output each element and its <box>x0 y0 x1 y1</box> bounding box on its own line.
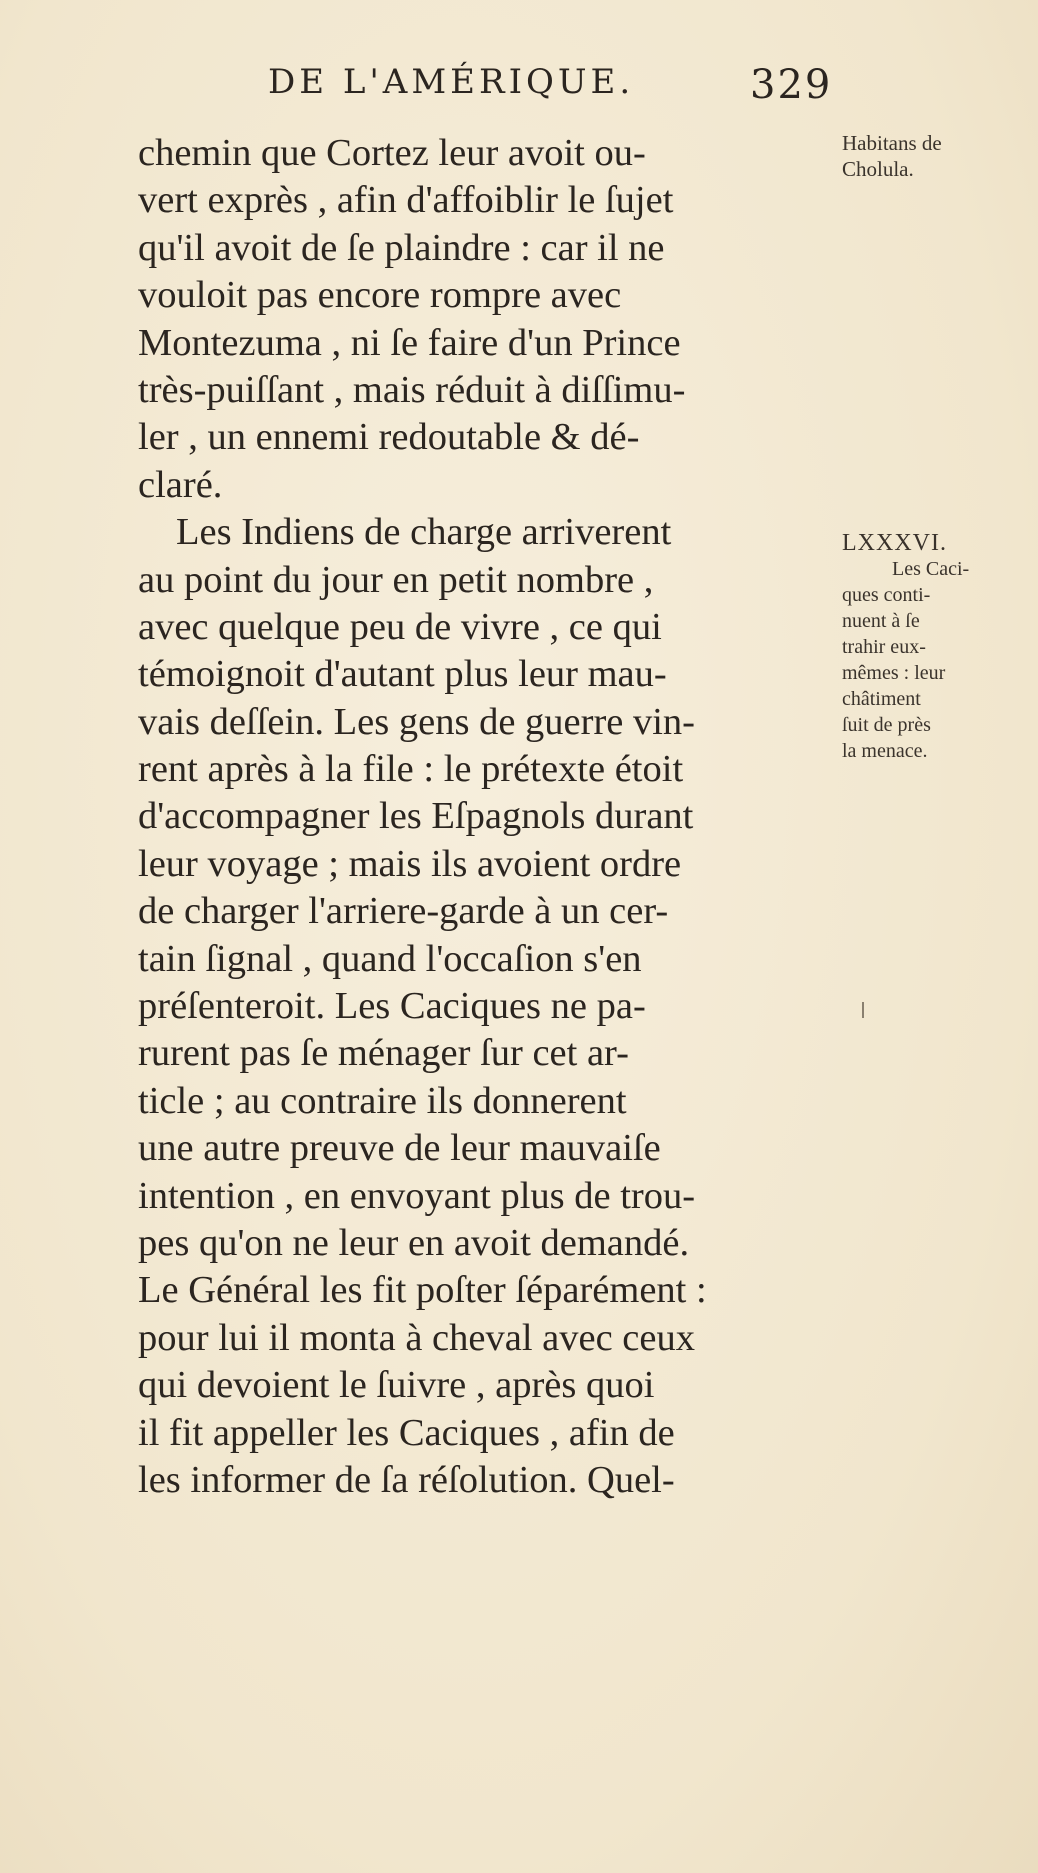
margin-note-line: Habitans de <box>842 131 942 155</box>
text-line: de charger l'arriere-garde à un cer- <box>138 890 669 933</box>
text-line: vouloit pas encore rompre avec <box>138 274 622 317</box>
margin-note-cholula <box>842 130 1012 182</box>
text-line: avec quelque peu de vivre , ce qui <box>138 605 662 648</box>
text-line: au point du jour en petit nombre , <box>138 558 654 601</box>
text-line: tain ſignal , quand l'occaſion s'en <box>138 937 642 980</box>
margin-note-line: châtiment <box>842 688 921 710</box>
text-line: pour lui il monta à cheval avec ceux <box>138 1316 695 1359</box>
running-header <box>268 62 833 118</box>
text-line: vert exprès , afin d'affoiblir le ſujet <box>138 179 674 222</box>
page-number: 329 <box>750 62 833 108</box>
text-line: une autre preuve de leur mauvaiſe <box>138 1127 661 1170</box>
margin-note-lxxxvi <box>842 530 1012 764</box>
margin-note-line: la menace. <box>842 740 928 762</box>
ink-mark <box>862 1002 864 1018</box>
body-text <box>138 130 838 1504</box>
text-line: rent après à la file : le prétexte étoit <box>138 748 684 791</box>
text-line: il fit appeller les Caciques , afin de <box>138 1411 675 1454</box>
margin-note-line: trahir eux- <box>842 636 926 658</box>
margin-note-line: ques conti- <box>842 584 931 606</box>
text-line: les informer de ſa réſolution. Quel- <box>138 1458 675 1501</box>
text-line: claré. <box>138 463 223 506</box>
text-line: vais deſſein. Les gens de guerre vin- <box>138 700 695 743</box>
text-line: témoignoit d'autant plus leur mau- <box>138 653 667 696</box>
text-line: pes qu'on ne leur en avoit demandé. <box>138 1221 690 1264</box>
text-line: Le Général les fit poſter ſéparément : <box>138 1269 707 1312</box>
text-line: Montezuma , ni ſe faire d'un Prince <box>138 321 681 364</box>
text-line: très-puiſſant , mais réduit à diſſimu- <box>138 368 686 411</box>
text-line: d'accompagner les Eſpagnols durant <box>138 795 694 838</box>
margin-note-line: mêmes : leur <box>842 662 946 684</box>
text-line: préſenteroit. Les Caciques ne pa- <box>138 985 646 1028</box>
text-line: rurent pas ſe ménager ſur cet ar- <box>138 1032 629 1075</box>
text-line: qui devoient le ſuivre , après quoi <box>138 1364 655 1407</box>
margin-note-line: Cholula. <box>842 157 914 181</box>
text-line: intention , en envoyant plus de trou- <box>138 1174 696 1217</box>
text-line: leur voyage ; mais ils avoient ordre <box>138 842 682 885</box>
running-title: DE L'AMÉRIQUE. <box>268 62 635 102</box>
margin-note-line: ſuit de près <box>842 714 931 736</box>
paragraph-start-line: Les Indiens de charge arriverent <box>176 511 672 554</box>
text-line: chemin que Cortez leur avoit ou- <box>138 132 646 174</box>
text-line: ler , un ennemi redoutable & dé- <box>138 416 640 459</box>
text-line: ticle ; au contraire ils donnerent <box>138 1079 627 1122</box>
text-line: qu'il avoit de ſe plaindre : car il ne <box>138 226 665 269</box>
margin-note-section-number: LXXXVI. <box>842 530 947 556</box>
margin-note-line: Les Caci- <box>892 558 970 580</box>
margin-note-line: nuent à ſe <box>842 610 920 632</box>
